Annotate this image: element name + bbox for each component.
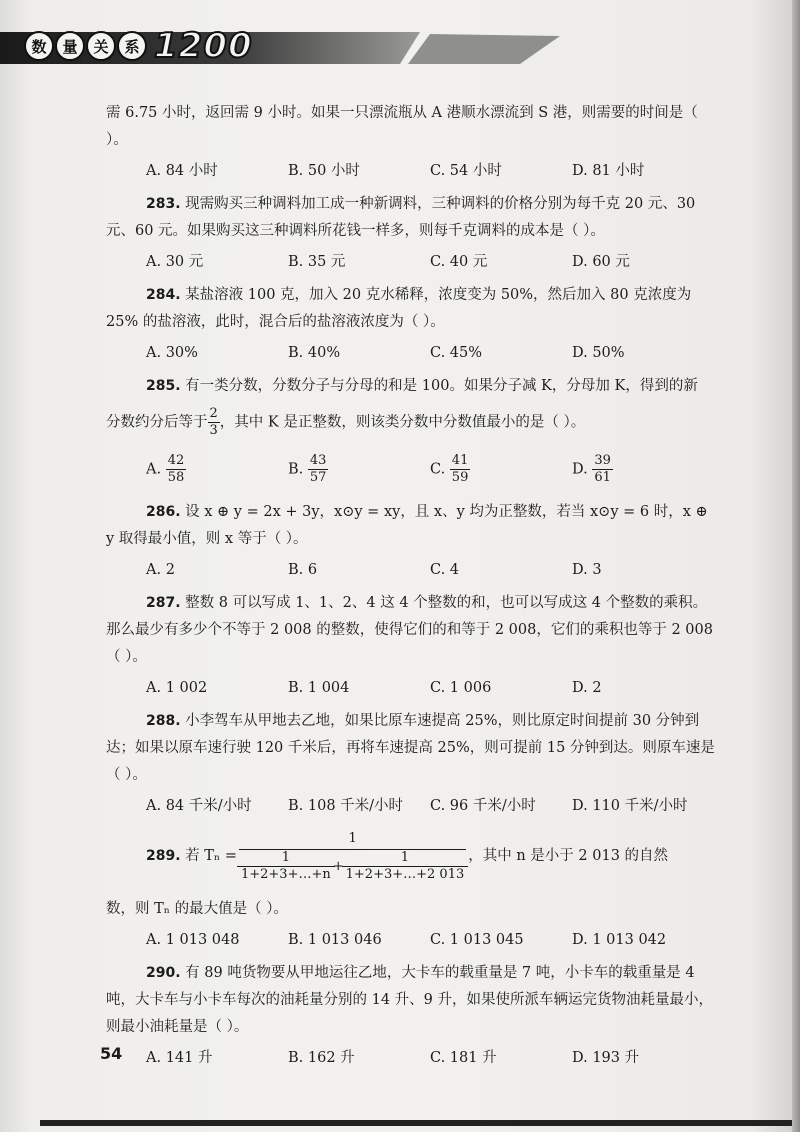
option-b: B. 162 升: [288, 1050, 355, 1066]
fraction: [208, 406, 220, 439]
fraction-numerator: 2: [209, 406, 218, 421]
fraction-denominator: 1+2+3+…+2 013: [345, 867, 465, 882]
option-a: A. 1 013 048: [146, 932, 240, 948]
option-d: [572, 453, 714, 486]
option-d: D. 50%: [572, 345, 625, 361]
question-text: ，其中 K 是正整数，则该类分数中分数值最小的是（ ）。: [219, 414, 586, 431]
question-289: [106, 826, 718, 954]
option-c: C. 54 小时: [430, 163, 502, 179]
question-number: 285.: [146, 378, 181, 394]
option-d: D. 193 升: [572, 1050, 640, 1066]
option-b: B. 50 小时: [288, 163, 360, 179]
question-text: 某盐溶液 100 克，加入 20 克水稀释，浓度变为 50%，然后加入 80 克浓度为 25% 的盐溶液，此时，混合后的盐溶液浓度为（ ）。: [106, 287, 692, 330]
options: [146, 340, 718, 367]
option-a: A. 141 升: [146, 1050, 213, 1066]
question-287: [106, 590, 718, 702]
bottom-rule: [40, 1120, 800, 1126]
question-284: [106, 282, 718, 367]
question-list: [106, 100, 718, 1078]
option-d: D. 1 013 042: [572, 932, 667, 948]
main-fraction: [239, 829, 466, 883]
question-text: 现需购买三种调料加工成一种新调料，三种调料的价格分别为每千克 20 元、30 元、60 元。如果购买这三种调料所花钱一样多，则每千克调料的成本是（ ）。: [106, 196, 696, 239]
option-a: A. 30 元: [146, 254, 204, 270]
fraction-denominator: 3: [209, 423, 218, 438]
question-text: 需 6.75 小时，返回需 9 小时。如果一只漂流瓶从 A 港顺水漂流到 S 港，则需要的时间是（ ）。: [106, 105, 698, 148]
question-282-cont: [106, 100, 718, 185]
question-text: 有 89 吨货物要从甲地运往乙地，大卡车的载重量是 7 吨，小卡车的载重量是 4 吨，大卡车与小卡车每次的油耗量分别的 14 升、9 升，如果使所派车辆运完货物油耗量最小，则最小油耗量是（ ）。: [106, 965, 713, 1035]
option-b: B. 35 元: [288, 254, 346, 270]
option-a: A. 30%: [146, 345, 198, 361]
question-text: 设 x ⊕ y = 2x + 3y，x⊙y = xy，且 x、y 均为正整数，若当 x⊙y = 6 时，x ⊕ y 取得最小值，则 x 等于（ ）。: [106, 504, 708, 547]
options: [146, 158, 718, 185]
question-number: 288.: [146, 713, 181, 729]
question-number: 286.: [146, 504, 181, 520]
fraction-numerator: 39: [594, 452, 611, 468]
header-char: 系: [117, 31, 147, 61]
header-char: 关: [86, 31, 116, 61]
question-text: 小李驾车从甲地去乙地，如果比原车速提高 25%，则比原定时间提前 30 分钟到达；如果以原车速行驶 120 千米后，再将车速提高 25%，则可提前 15 分钟到达。则原车速是（ ）。: [106, 713, 715, 783]
options: [146, 557, 718, 584]
fraction-numerator: 43: [309, 452, 327, 468]
options: [146, 249, 718, 276]
fraction-denominator: 58: [167, 469, 185, 485]
fraction-numerator: 1: [342, 850, 469, 867]
fraction: [308, 453, 329, 486]
question-283: [106, 191, 718, 276]
header-char: 量: [55, 31, 85, 61]
option-b: B. 1 004: [288, 680, 350, 696]
fraction: [166, 453, 187, 486]
question-number: 287.: [146, 595, 181, 611]
question-290: [106, 960, 718, 1072]
options: [146, 1045, 718, 1072]
question-286: [106, 499, 718, 584]
options: [146, 675, 718, 702]
question-288: [106, 708, 718, 820]
option-c: [430, 453, 572, 486]
question-text: ，其中 n 是小于 2 013 的自然: [468, 847, 669, 864]
option-d: D. 60 元: [572, 254, 630, 270]
option-label: A.: [146, 461, 162, 477]
option-b: B. 6: [288, 562, 318, 578]
option-d: D. 81 小时: [572, 163, 645, 179]
fraction-denominator: 1+2+3+…+n: [240, 867, 331, 882]
header-number: 1200: [154, 26, 253, 66]
question-text: 有一类分数，分数分子与分母的和是 100。如果分子减 K，分母加 K，得到的新: [185, 378, 698, 394]
option-c: C. 96 千米/小时: [430, 798, 536, 814]
option-a: A. 2: [146, 562, 175, 578]
option-label: C.: [430, 461, 446, 477]
option-a: A. 1 002: [146, 680, 208, 696]
option-a: A. 84 千米/小时: [146, 798, 252, 814]
option-c: C. 1 006: [430, 680, 492, 696]
question-formula-line: [106, 826, 718, 886]
header-char: 数: [24, 31, 54, 61]
fraction-denominator: 57: [309, 469, 327, 485]
question-number: 283.: [146, 196, 181, 212]
question-285: [106, 373, 718, 491]
option-d: D. 3: [572, 562, 602, 578]
fraction: [592, 453, 613, 486]
option-label: B.: [288, 461, 304, 477]
question-text: 整数 8 可以写成 1、1、2、4 这 4 个整数的和，也可以写成这 4 个整数的乘积。那么最少有多少个不等于 2 008 的整数，使得它们的和等于 2 008，它们的乘积也等于 2 008（ ）。: [106, 595, 713, 665]
option-d: D. 110 千米/小时: [572, 798, 688, 814]
options: [146, 793, 718, 820]
option-label: D.: [572, 461, 588, 477]
option-b: B. 108 千米/小时: [288, 798, 404, 814]
option-b: [288, 453, 430, 486]
question-text: 分数约分后等于: [106, 414, 208, 431]
question-number: 290.: [146, 965, 181, 981]
option-c: C. 40 元: [430, 254, 488, 270]
fraction: [344, 850, 467, 883]
header-banner: [0, 24, 560, 68]
fraction-numerator: 1: [237, 850, 335, 867]
question-number: 289.: [146, 847, 181, 864]
options: [146, 447, 718, 491]
option-c: C. 181 升: [430, 1050, 497, 1066]
question-text: 数，则 Tₙ 的最大值是（ ）。: [106, 901, 289, 917]
page-edge-shadow: [792, 0, 800, 1132]
option-b: B. 40%: [288, 345, 341, 361]
options: [146, 927, 718, 954]
option-a: [146, 453, 288, 486]
option-a: A. 84 小时: [146, 163, 218, 179]
fraction-numerator: 42: [167, 452, 185, 468]
fraction-denominator: [239, 850, 466, 883]
option-c: C. 4: [430, 562, 460, 578]
fraction-denominator: 61: [594, 469, 611, 485]
question-number: 284.: [146, 287, 181, 303]
fraction-numerator: 41: [451, 452, 469, 468]
fraction-denominator: 59: [451, 469, 469, 485]
option-c: C. 45%: [430, 345, 483, 361]
fraction: [239, 850, 333, 883]
plus-sign: +: [332, 858, 344, 874]
option-c: C. 1 013 045: [430, 932, 524, 948]
fraction: [450, 453, 471, 486]
question-lead: 若 Tₙ =: [185, 847, 237, 864]
page-number: 54: [100, 1044, 123, 1063]
option-b: B. 1 013 046: [288, 932, 382, 948]
option-d: D. 2: [572, 680, 602, 696]
fraction-numerator: 1: [239, 829, 466, 850]
